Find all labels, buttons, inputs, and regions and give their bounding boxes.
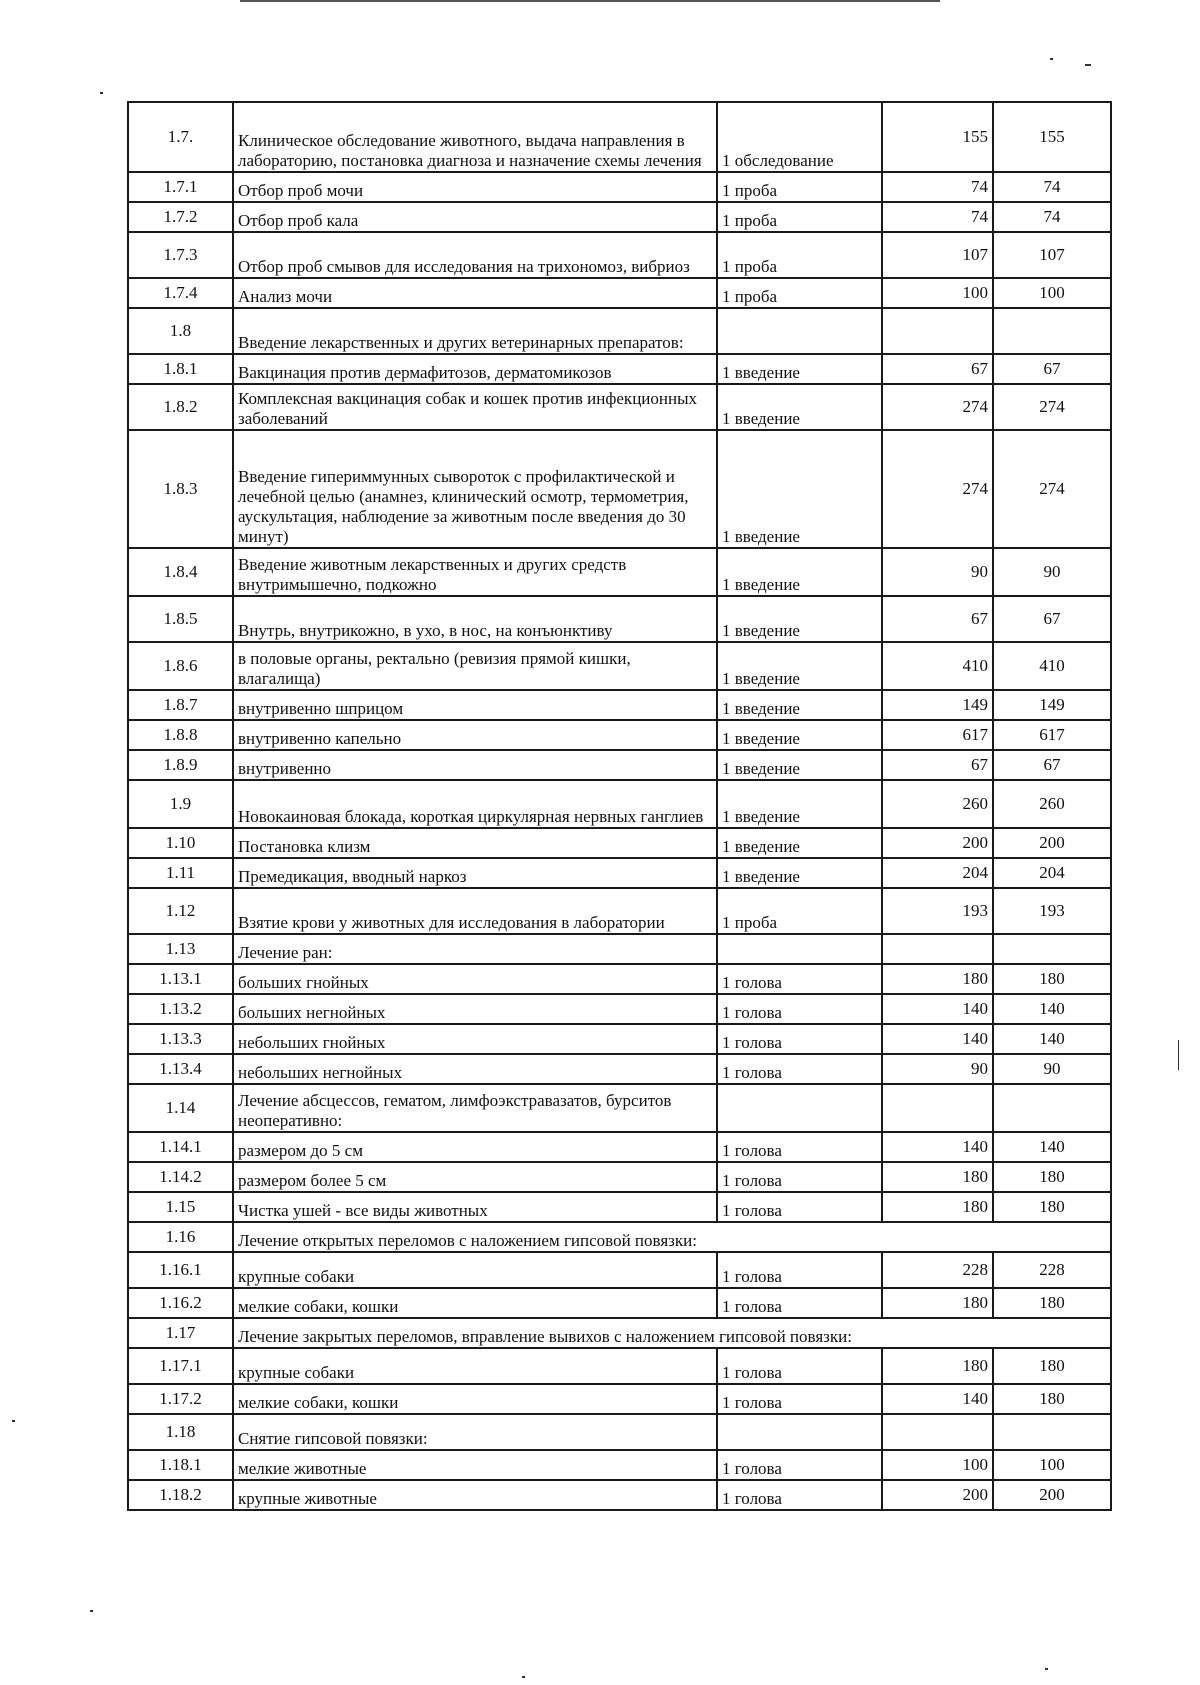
price-cell-1: 90	[882, 1054, 993, 1084]
scan-speck	[1178, 1040, 1179, 1070]
price-cell-2: 200	[993, 1480, 1111, 1510]
section-heading: Лечение открытых переломов с наложением гипсовой повязки:	[233, 1222, 1111, 1252]
price-cell-1: 67	[882, 750, 993, 780]
unit-cell: 1 введение	[717, 354, 882, 384]
service-name: внутривенно	[233, 750, 717, 780]
table-row	[128, 308, 1111, 354]
table-row	[128, 102, 1111, 172]
table-row	[128, 934, 1111, 964]
price-cell-2: 67	[993, 596, 1111, 642]
row-number: 1.13	[128, 934, 233, 964]
price-cell-2: 180	[993, 1348, 1111, 1384]
unit-cell: 1 введение	[717, 548, 882, 596]
unit-cell: 1 введение	[717, 828, 882, 858]
price-cell-1: 200	[882, 1480, 993, 1510]
price-cell-2: 100	[993, 278, 1111, 308]
price-cell-2	[993, 1414, 1111, 1450]
unit-cell: 1 введение	[717, 642, 882, 690]
price-cell-2: 260	[993, 780, 1111, 828]
row-number: 1.15	[128, 1192, 233, 1222]
table-row	[128, 888, 1111, 934]
service-name: Лечение абсцессов, гематом, лимфоэкстравазатов, бурситов неоперативно:	[233, 1084, 717, 1132]
table-row	[128, 1384, 1111, 1414]
table-row	[128, 828, 1111, 858]
price-cell-1: 410	[882, 642, 993, 690]
row-number: 1.14.1	[128, 1132, 233, 1162]
table-row	[128, 720, 1111, 750]
price-cell-2: 149	[993, 690, 1111, 720]
price-cell-2: 140	[993, 994, 1111, 1024]
service-name: в половые органы, ректально (ревизия прямой кишки, влагалища)	[233, 642, 717, 690]
price-cell-1: 90	[882, 548, 993, 596]
service-name: Комплексная вакцинация собак и кошек против инфекционных заболеваний	[233, 384, 717, 430]
service-name: Отбор проб кала	[233, 202, 717, 232]
unit-cell: 1 голова	[717, 1162, 882, 1192]
unit-cell: 1 введение	[717, 384, 882, 430]
price-cell-1: 180	[882, 1348, 993, 1384]
service-name: больших гнойных	[233, 964, 717, 994]
service-name: Отбор проб смывов для исследования на трихономоз, вибриоз	[233, 232, 717, 278]
price-cell-2: 74	[993, 172, 1111, 202]
unit-cell: 1 проба	[717, 172, 882, 202]
price-cell-2: 67	[993, 750, 1111, 780]
price-cell-2: 274	[993, 384, 1111, 430]
unit-cell: 1 голова	[717, 964, 882, 994]
table-row	[128, 1054, 1111, 1084]
row-number: 1.13.2	[128, 994, 233, 1024]
table-row	[128, 964, 1111, 994]
service-name: Клиническое обследование животного, выдача направления в лабораторию, постановка диагноза и назначение схемы лечения	[233, 102, 717, 172]
row-number: 1.18.1	[128, 1450, 233, 1480]
unit-cell: 1 проба	[717, 888, 882, 934]
row-number: 1.8.1	[128, 354, 233, 384]
unit-cell: 1 обследование	[717, 102, 882, 172]
table-row	[128, 1132, 1111, 1162]
price-cell-1: 67	[882, 596, 993, 642]
service-name: Вакцинация против дермафитозов, дерматомикозов	[233, 354, 717, 384]
price-cell-1: 149	[882, 690, 993, 720]
unit-cell: 1 голова	[717, 1192, 882, 1222]
price-cell-2: 193	[993, 888, 1111, 934]
row-number: 1.7.4	[128, 278, 233, 308]
price-cell-1	[882, 1084, 993, 1132]
table-row	[128, 780, 1111, 828]
table-row	[128, 384, 1111, 430]
unit-cell	[717, 1084, 882, 1132]
row-number: 1.8.7	[128, 690, 233, 720]
row-number: 1.14.2	[128, 1162, 233, 1192]
price-cell-1: 180	[882, 1288, 993, 1318]
scan-speck	[90, 1610, 93, 1612]
unit-cell: 1 голова	[717, 1024, 882, 1054]
price-cell-2: 180	[993, 1192, 1111, 1222]
price-cell-2: 180	[993, 1162, 1111, 1192]
service-name: Анализ мочи	[233, 278, 717, 308]
table-row	[128, 354, 1111, 384]
price-cell-1: 67	[882, 354, 993, 384]
table-row	[128, 596, 1111, 642]
unit-cell: 1 введение	[717, 780, 882, 828]
service-name: внутривенно капельно	[233, 720, 717, 750]
row-number: 1.7.3	[128, 232, 233, 278]
price-cell-2: 180	[993, 964, 1111, 994]
row-number: 1.10	[128, 828, 233, 858]
service-name: внутривенно шприцом	[233, 690, 717, 720]
unit-cell: 1 голова	[717, 1288, 882, 1318]
row-number: 1.16.1	[128, 1252, 233, 1288]
price-cell-2	[993, 308, 1111, 354]
unit-cell: 1 проба	[717, 232, 882, 278]
service-name: больших негнойных	[233, 994, 717, 1024]
price-cell-1: 140	[882, 1384, 993, 1414]
price-cell-2: 100	[993, 1450, 1111, 1480]
unit-cell: 1 голова	[717, 1348, 882, 1384]
row-number: 1.8.3	[128, 430, 233, 548]
row-number: 1.16	[128, 1222, 233, 1252]
price-cell-2: 74	[993, 202, 1111, 232]
table-row	[128, 1450, 1111, 1480]
service-name: Введение лекарственных и других ветеринарных препаратов:	[233, 308, 717, 354]
unit-cell: 1 голова	[717, 1384, 882, 1414]
unit-cell	[717, 308, 882, 354]
price-cell-1: 617	[882, 720, 993, 750]
unit-cell: 1 проба	[717, 278, 882, 308]
table-row	[128, 690, 1111, 720]
row-number: 1.7.1	[128, 172, 233, 202]
row-number: 1.12	[128, 888, 233, 934]
unit-cell: 1 голова	[717, 994, 882, 1024]
service-name: Лечение ран:	[233, 934, 717, 964]
row-number: 1.8.2	[128, 384, 233, 430]
row-number: 1.8	[128, 308, 233, 354]
service-name: размером до 5 см	[233, 1132, 717, 1162]
price-cell-2: 204	[993, 858, 1111, 888]
table-row	[128, 750, 1111, 780]
price-cell-2: 90	[993, 548, 1111, 596]
scan-speck	[100, 92, 103, 94]
price-cell-1: 100	[882, 278, 993, 308]
price-cell-1	[882, 934, 993, 964]
price-cell-2: 200	[993, 828, 1111, 858]
table-row	[128, 1024, 1111, 1054]
unit-cell: 1 голова	[717, 1054, 882, 1084]
unit-cell: 1 голова	[717, 1132, 882, 1162]
price-cell-2: 180	[993, 1384, 1111, 1414]
table-row	[128, 1318, 1111, 1348]
row-number: 1.14	[128, 1084, 233, 1132]
price-cell-2: 140	[993, 1132, 1111, 1162]
row-number: 1.18.2	[128, 1480, 233, 1510]
price-cell-1	[882, 308, 993, 354]
service-name: крупные животные	[233, 1480, 717, 1510]
row-number: 1.11	[128, 858, 233, 888]
row-number: 1.8.4	[128, 548, 233, 596]
unit-cell: 1 введение	[717, 720, 882, 750]
price-cell-1: 107	[882, 232, 993, 278]
table-row	[128, 1084, 1111, 1132]
unit-cell: 1 введение	[717, 858, 882, 888]
unit-cell	[717, 934, 882, 964]
service-name: размером более 5 см	[233, 1162, 717, 1192]
price-cell-1: 228	[882, 1252, 993, 1288]
price-cell-1	[882, 1414, 993, 1450]
unit-cell: 1 введение	[717, 750, 882, 780]
table-row	[128, 548, 1111, 596]
unit-cell: 1 введение	[717, 690, 882, 720]
table-row	[128, 994, 1111, 1024]
service-name: небольших гнойных	[233, 1024, 717, 1054]
service-name: крупные собаки	[233, 1252, 717, 1288]
table-row	[128, 202, 1111, 232]
row-number: 1.13.4	[128, 1054, 233, 1084]
row-number: 1.18	[128, 1414, 233, 1450]
row-number: 1.17.2	[128, 1384, 233, 1414]
table-row	[128, 1480, 1111, 1510]
row-number: 1.8.5	[128, 596, 233, 642]
price-cell-2: 617	[993, 720, 1111, 750]
table-row	[128, 1252, 1111, 1288]
service-name: небольших негнойных	[233, 1054, 717, 1084]
table-row	[128, 1348, 1111, 1384]
unit-cell: 1 введение	[717, 596, 882, 642]
service-name: Взятие крови у животных для исследования в лаборатории	[233, 888, 717, 934]
table-row	[128, 1192, 1111, 1222]
table-row	[128, 642, 1111, 690]
row-number: 1.9	[128, 780, 233, 828]
table-row	[128, 430, 1111, 548]
unit-cell: 1 голова	[717, 1450, 882, 1480]
price-cell-2: 107	[993, 232, 1111, 278]
scan-speck	[522, 1676, 525, 1678]
service-name: Внутрь, внутрикожно, в ухо, в нос, на конъюнктиву	[233, 596, 717, 642]
unit-cell: 1 голова	[717, 1252, 882, 1288]
row-number: 1.8.9	[128, 750, 233, 780]
price-cell-2	[993, 1084, 1111, 1132]
service-name: Снятие гипсовой повязки:	[233, 1414, 717, 1450]
service-name: Отбор проб мочи	[233, 172, 717, 202]
price-cell-2	[993, 934, 1111, 964]
price-cell-2: 67	[993, 354, 1111, 384]
section-heading: Лечение закрытых переломов, вправление вывихов с наложением гипсовой повязки:	[233, 1318, 1111, 1348]
row-number: 1.16.2	[128, 1288, 233, 1318]
row-number: 1.13.3	[128, 1024, 233, 1054]
row-number: 1.8.8	[128, 720, 233, 750]
price-cell-1: 200	[882, 828, 993, 858]
price-cell-1: 74	[882, 202, 993, 232]
price-cell-1: 204	[882, 858, 993, 888]
price-cell-2: 228	[993, 1252, 1111, 1288]
service-name: Введение гипериммунных сывороток с профилактической и лечебной целью (анамнез, клинический осмотр, термометрия, аускультация, наблюдение за животным после введения до 30 минут)	[233, 430, 717, 548]
table-row	[128, 1162, 1111, 1192]
unit-cell	[717, 1414, 882, 1450]
price-table	[127, 101, 1112, 1511]
price-cell-1: 193	[882, 888, 993, 934]
row-number: 1.7.	[128, 102, 233, 172]
price-cell-1: 274	[882, 430, 993, 548]
scan-speck	[1085, 64, 1091, 66]
price-cell-1: 274	[882, 384, 993, 430]
price-cell-1: 140	[882, 1132, 993, 1162]
service-name: Введение животным лекарственных и других средств внутримышечно, подкожно	[233, 548, 717, 596]
table-row	[128, 1222, 1111, 1252]
service-name: Чистка ушей - все виды животных	[233, 1192, 717, 1222]
table-row	[128, 858, 1111, 888]
price-cell-2: 155	[993, 102, 1111, 172]
service-name: мелкие собаки, кошки	[233, 1384, 717, 1414]
service-name: Постановка клизм	[233, 828, 717, 858]
price-cell-2: 274	[993, 430, 1111, 548]
price-cell-1: 100	[882, 1450, 993, 1480]
service-name: мелкие животные	[233, 1450, 717, 1480]
price-cell-2: 90	[993, 1054, 1111, 1084]
row-number: 1.17.1	[128, 1348, 233, 1384]
price-cell-2: 140	[993, 1024, 1111, 1054]
price-table-body	[128, 102, 1111, 1510]
service-name: Премедикация, вводный наркоз	[233, 858, 717, 888]
service-name: мелкие собаки, кошки	[233, 1288, 717, 1318]
price-cell-1: 260	[882, 780, 993, 828]
table-row	[128, 172, 1111, 202]
unit-cell: 1 голова	[717, 1480, 882, 1510]
scan-speck	[1045, 1668, 1048, 1670]
scan-speck	[12, 1420, 15, 1422]
price-cell-1: 74	[882, 172, 993, 202]
row-number: 1.13.1	[128, 964, 233, 994]
price-cell-1: 180	[882, 964, 993, 994]
table-row	[128, 232, 1111, 278]
service-name: крупные собаки	[233, 1348, 717, 1384]
row-number: 1.17	[128, 1318, 233, 1348]
service-name: Новокаиновая блокада, короткая циркулярная нервных ганглиев	[233, 780, 717, 828]
price-cell-1: 180	[882, 1162, 993, 1192]
unit-cell: 1 введение	[717, 430, 882, 548]
table-row	[128, 1414, 1111, 1450]
price-cell-1: 155	[882, 102, 993, 172]
price-cell-1: 140	[882, 1024, 993, 1054]
unit-cell: 1 проба	[717, 202, 882, 232]
row-number: 1.7.2	[128, 202, 233, 232]
table-row	[128, 278, 1111, 308]
price-cell-1: 180	[882, 1192, 993, 1222]
top-edge-rule	[240, 0, 940, 2]
scan-speck	[1050, 58, 1053, 60]
price-cell-2: 410	[993, 642, 1111, 690]
row-number: 1.8.6	[128, 642, 233, 690]
price-cell-2: 180	[993, 1288, 1111, 1318]
price-cell-1: 140	[882, 994, 993, 1024]
table-row	[128, 1288, 1111, 1318]
